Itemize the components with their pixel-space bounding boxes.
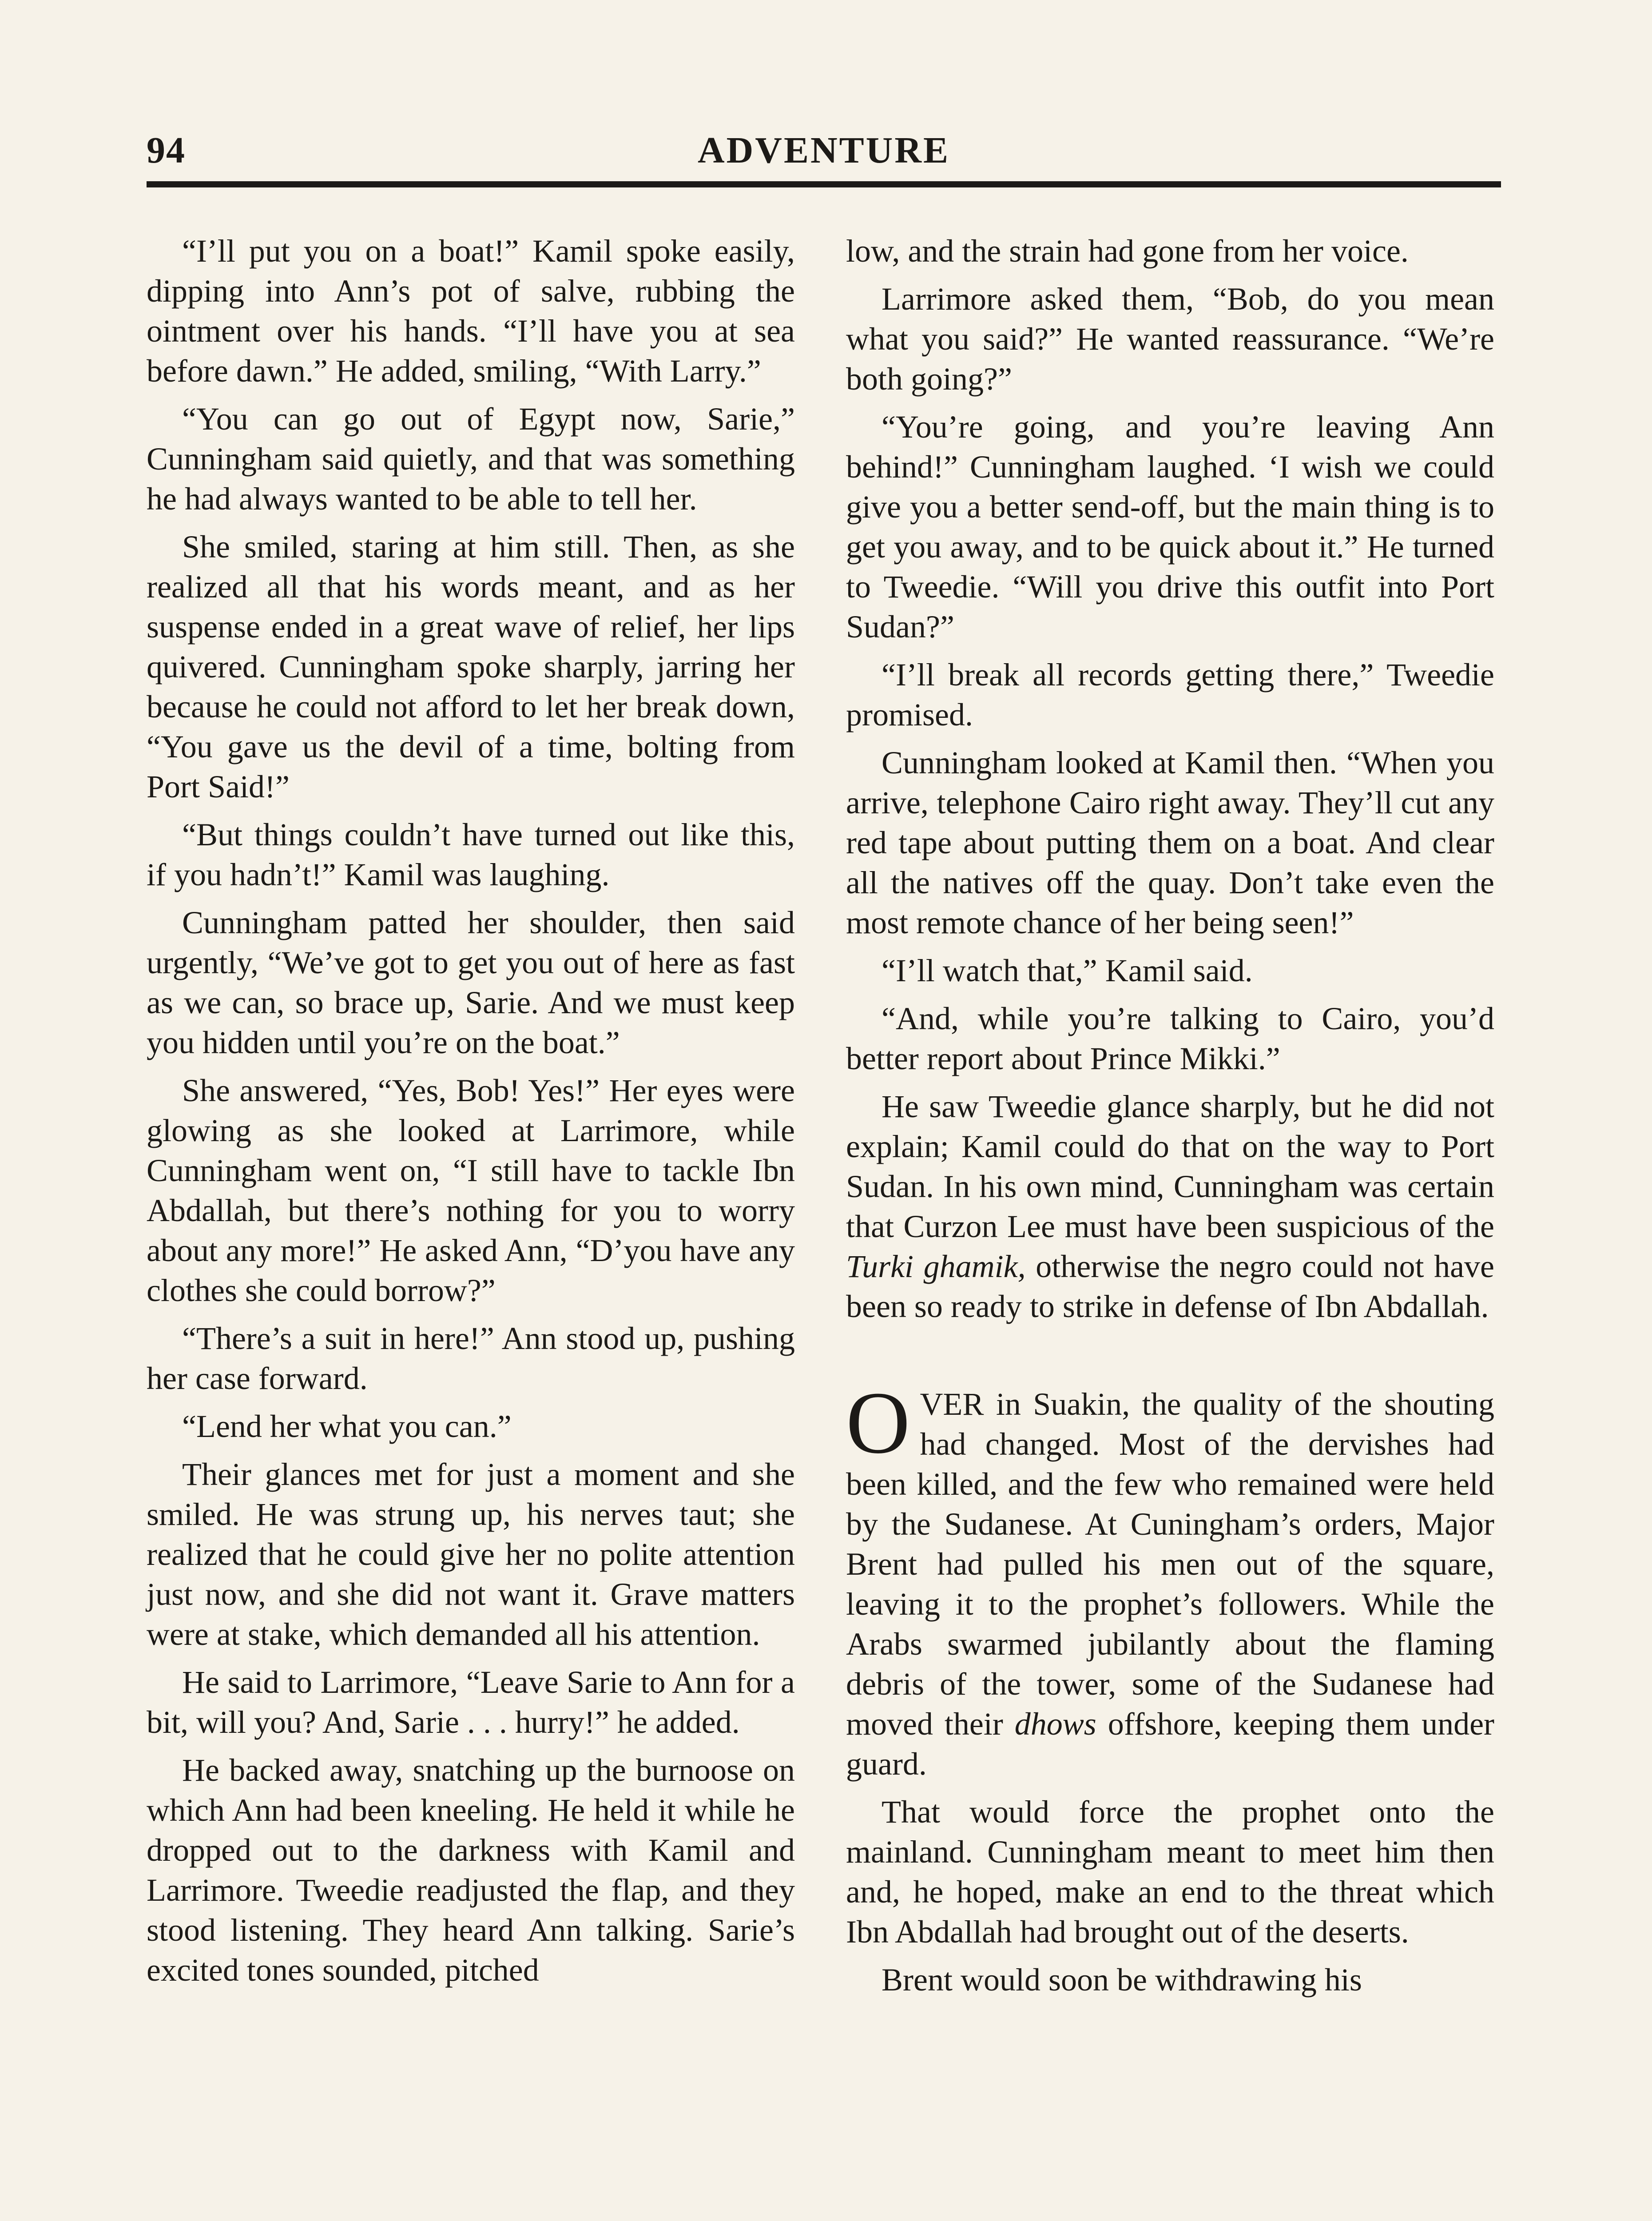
italic-phrase: Turki ghamik, [846, 1249, 1026, 1284]
paragraph: “You’re going, and you’re leaving Ann behind!” Cunningham laughed. ‘I wish we could give you a better send-off, but the main thing is to get you away, and to be quick about it.” He turned to Tweedie. “Will you drive this outfit into Port Sudan?” [846, 409, 1494, 645]
paragraph: She smiled, staring at him still. Then, as she realized all that his words meant, and as her suspense ended in a great wave of relief, her lips quivered. Cunningham spoke sharply, jarring her because he could not afford to let her break down, “You gave us the devil of a time, bolting from Port Said!” [147, 529, 795, 804]
section-opening-paragraph [846, 1374, 1494, 1784]
page-number: 94 [147, 130, 186, 171]
paragraph: Larrimore asked them, “Bob, do you mean what you said?” He wanted reassurance. “We’re both going?” [846, 281, 1494, 397]
paragraph: Their glances met for just a moment and she smiled. He was strung up, his nerves taut; she realized that he could give her no polite attention just now, and she did not want it. Grave matters were at stake, which demanded all his attention. [147, 1457, 795, 1652]
text-run: VER in Suakin, the quality of the shouting had changed. Most of the dervishes had been killed, and the few who remained were held by the Sudanese. At Cuningham’s orders, Major Brent had pulled his men out of the square, leaving it to the prophet’s followers. While the Arabs swarmed jubilantly about the flaming debris of the tower, some of the Sudanese had moved their [846, 1386, 1494, 1742]
text-run: otherwise the negro could not have been so ready to strike in defense of Ibn Abdallah. [846, 1249, 1494, 1324]
paragraph: She answered, “Yes, Bob! Yes!” Her eyes were glowing as she looked at Larrimore, while Cunningham went on, “I still have to tackle Ibn Abdallah, but there’s nothing for you to worry about any more!” He asked Ann, “D’you have any clothes she could borrow?” [147, 1073, 795, 1308]
paragraph: He said to Larrimore, “Leave Sarie to Ann for a bit, will you? And, Sarie . . . hurry!” he added. [147, 1664, 795, 1740]
drop-cap: O [846, 1374, 910, 1472]
running-title: ADVENTURE [697, 130, 950, 171]
text-run: He saw Tweedie glance sharply, but he did not explain; Kamil could do that on the way to Port Sudan. In his own mind, Cunningham was certain that Curzon Lee must have been suspicious of the [846, 1089, 1494, 1244]
paragraph: Brent would soon be withdrawing his [882, 1962, 1362, 1998]
right-column [846, 231, 1494, 2221]
page-header [147, 120, 1501, 182]
paragraph: “I’ll break all records getting there,” Tweedie promised. [846, 657, 1494, 732]
paragraph: “You can go out of Egypt now, Sarie,” Cunningham said quietly, and that was something he had always wanted to be able to tell her. [147, 401, 795, 517]
italic-word: dhows [1014, 1706, 1096, 1742]
text-run: offshore, keeping them under guard. [846, 1706, 1494, 1782]
paragraph [846, 1087, 1494, 1326]
paragraph: “But things couldn’t have turned out like this, if you hadn’t!” Kamil was laughing. [147, 817, 795, 892]
left-column [147, 231, 795, 2221]
paragraph: “And, while you’re talking to Cairo, you’d better report about Prince Mikki.” [846, 1001, 1494, 1076]
header-rule [147, 181, 1501, 187]
paragraph: He backed away, snatching up the burnoose on which Ann had been kneeling. He held it while he dropped out to the darkness with Kamil and Larrimore. Tweedie readjusted the flap, and they stood listening. They heard Ann talking. Sarie’s excited tones sounded, pitched [147, 1752, 795, 1988]
paragraph: “There’s a suit in here!” Ann stood up, pushing her case forward. [147, 1321, 795, 1396]
paragraph-continuation: low, and the strain had gone from her voice. [846, 233, 1409, 269]
paragraph: That would force the prophet onto the mainland. Cunningham meant to meet him then and, he hoped, make an end to the threat which Ibn Abdallah had brought out of the deserts. [846, 1794, 1494, 1950]
paragraph: Cunningham looked at Kamil then. “When you arrive, telephone Cairo right away. They’ll cut any red tape about putting them on a boat. And clear all the natives off the quay. Don’t take even the most remote chance of her being seen!” [846, 745, 1494, 940]
paragraph: “I’ll watch that,” Kamil said. [882, 953, 1253, 988]
paragraph: Cunningham patted her shoulder, then said urgently, “We’ve got to get you out of here as fast as we can, so brace up, Sarie. And we must keep you hidden until you’re on the boat.” [147, 905, 795, 1060]
paragraph: “Lend her what you can.” [182, 1409, 512, 1444]
paragraph: “I’ll put you on a boat!” Kamil spoke easily, dipping into Ann’s pot of salve, rubbing the ointment over his hands. “I’ll have you at sea before dawn.” He added, smiling, “With Larry.” [147, 233, 795, 389]
